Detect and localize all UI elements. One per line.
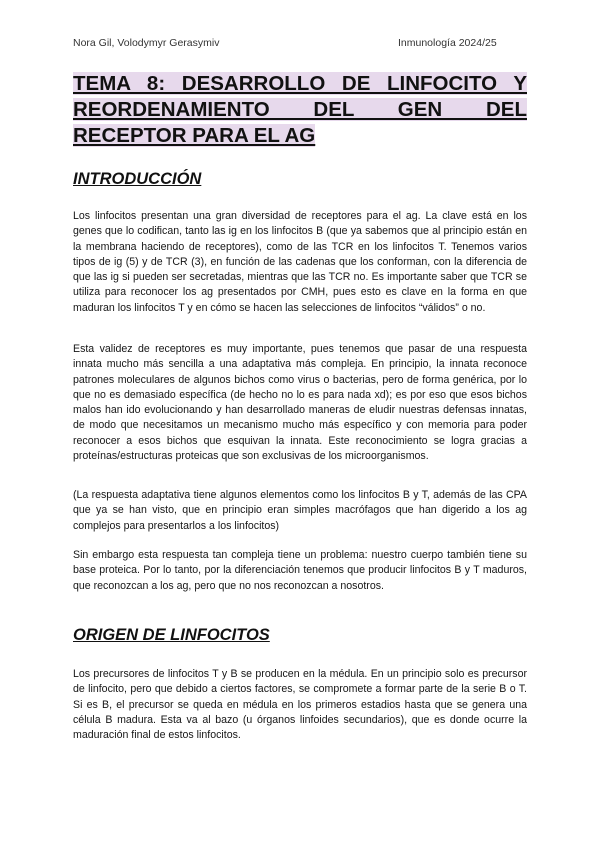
intro-paragraph-1: Los linfocitos presentan una gran diversidad de receptores para el ag. La clave está en los genes que lo codifican, tanto las ig en los linfocitos B (que ya sabemos que al principio están en la membrana haciendo de receptores), como de las TCR en los linfocitos T. Tenemos varios tipos de ig (5) y de TCR (3), en función de las cadenas que los conforman, con la diferencia de que las ig si pueden ser secretadas, mientras que las TCR no. Es importante saber que TCR se utiliza para reconocer los ag presentados por CMH, pues esto es clave en la forma en que maduran los linfocitos T y en cómo se hacen las selecciones de linfocitos “válidos” o no. <box>73 210 527 314</box>
header-authors: Nora Gil, Volodymyr Gerasymiv <box>73 37 220 49</box>
header-course: Inmunología 2024/25 <box>398 37 497 49</box>
document-title-text: TEMA 8: DESARROLLO DE LINFOCITO Y REORDENAMIENTO DEL GEN DEL RECEPTOR PARA EL AG <box>73 72 527 147</box>
section-heading-introduccion: INTRODUCCIÓN <box>73 170 202 188</box>
section-heading-origen-de-linfocitos: ORIGEN DE LINFOCITOS <box>73 626 270 644</box>
intro-paragraph-2: Esta validez de receptores es muy importante, pues tenemos que pasar de una respuesta innata mucho más sencilla a una adaptativa más compleja. En principio, la innata reconoce patrones moleculares de algunos bichos como virus o bacterias, pero de forma genérica, por lo que no es demasiado específica (de hecho no lo es para nada xd); es por eso que esos bichos malos han ido evolucionando y han desarrollado maneras de eludir nuestras defensas innatas, de modo que necesitamos un mecanismo mucho más específico y con memoria para poder reconocer a esos bichos que esquivan la innata. Este reconocimiento se logra gracias a proteínas/estructuras proteicas que son exclusivas de los microorganismos. <box>73 343 527 463</box>
document-title <box>73 71 527 149</box>
intro-paragraph-3: (La respuesta adaptativa tiene algunos elementos como los linfocitos B y T, además de las CPA que ya se han visto, que en principio eran simples macrófagos que han digerido a los ag complejos para presentarlos a los linfocitos) <box>73 489 527 532</box>
intro-paragraph-4: Sin embargo esta respuesta tan compleja tiene un problema: nuestro cuerpo también tiene su base proteica. Por lo tanto, por la diferenciación tenemos que producir linfocitos B y T maduros, que reconozcan a los ag, pero que no nos reconozcan a nosotros. <box>73 549 527 592</box>
origen-paragraph-1: Los precursores de linfocitos T y B se producen en la médula. En un principio solo es precursor de linfocito, pero que debido a ciertos factores, se compromete a formar parte de la serie B o T. Si es B, el precursor se queda en médula en los primeros estadios hasta que se genera una célula B madura. Esta va al bazo (u órganos linfoides secundarios), que es donde ocurre la maduración final de estos linfocitos. <box>73 668 527 742</box>
